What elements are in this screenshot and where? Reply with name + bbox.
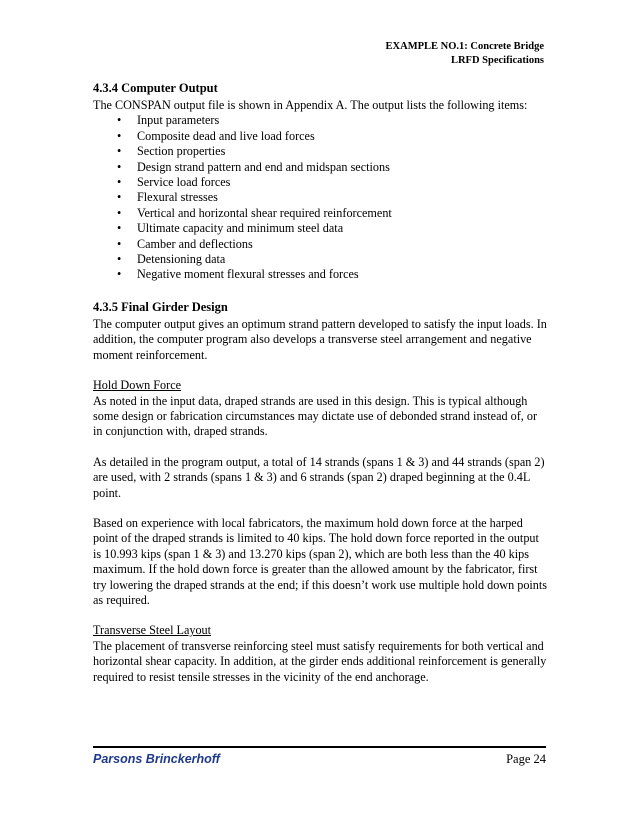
footer-divider [93,746,546,748]
bullet-icon: • [117,221,122,236]
bullet-icon: • [117,190,122,205]
hold-down-paragraph-1: As noted in the input data, draped strands are used in this design. This is typical although some design or fabrication circumstances may dictate use of debonded strand instead of, or in conjunction with, draped strands. [93,393,538,439]
hold-down-paragraph-3: Based on experience with local fabricators, the maximum hold down force at the harped point of the draped strands is limited to 40 kips. The hold down force reported in the output is 10.993 kips (span 1 & 3) and 13.270 kips (span 2), which are both less than the 40 kips maximum. If the hold down force is greater than the allowed amount by the fabricator, first try lowering the draped strands at the end; if this doesn’t work use multiple hold down points as required. [93,515,548,607]
output-list-item [117,144,548,159]
computer-output-intro: The CONSPAN output file is shown in Appendix A. The output lists the following items: [93,98,528,112]
header-subtitle: LRFD Specifications [450,55,544,66]
output-list-item [117,252,548,267]
output-list-item [117,190,548,205]
output-list-item-text: Vertical and horizontal shear required reinforcement [137,205,392,220]
bullet-icon: • [117,267,122,282]
output-list-item [117,236,548,252]
output-items-list [93,113,548,282]
output-list-item-text: Ultimate capacity and minimum steel data [137,221,344,236]
output-list-item [117,205,548,221]
bullet-icon: • [117,252,122,267]
bullet-icon: • [117,175,122,190]
section-heading-final-girder-design: 4.3.5 Final Girder Design [93,299,228,314]
output-list-item-text: Service load forces [137,175,231,190]
output-list-item [117,128,548,144]
output-list-item [117,221,548,236]
bullet-icon: • [117,128,122,143]
output-list-item-text: Negative moment flexural stresses and forces [137,267,359,282]
footer-page-number: Page 24 [506,752,546,766]
bullet-icon: • [117,144,122,159]
output-list-item-text: Flexural stresses [137,190,218,205]
bullet-icon: • [117,159,122,174]
page-header [386,40,544,68]
hold-down-paragraph-2: As detailed in the program output, a total of 14 strands (spans 1 & 3) and 44 strands (span 2) are used, with 2 strands (spans 1 & 3) and 6 strands (span 2) draped beginning at the 0.4L point. [93,454,545,500]
output-list-item [117,159,548,175]
header-title: EXAMPLE NO.1: Concrete Bridge [385,41,544,52]
footer-company: Parsons Brinckerhoff [93,752,220,766]
output-list-item [117,175,548,190]
transverse-steel-paragraph: The placement of transverse reinforcing steel must satisfy requirements for both vertical and horizontal shear capacity. In addition, at the girder ends additional reinforcement is generally required to resist tensile stresses in the vicinity of the end anchorage. [93,638,547,684]
bullet-icon: • [117,205,122,220]
output-list-item [117,113,548,128]
page-content [93,80,548,685]
output-list-item-text: Section properties [137,144,226,159]
output-list-item-text: Detensioning data [137,252,226,267]
subheading-transverse-steel-layout: Transverse Steel Layout [93,623,212,638]
output-list-item-text: Camber and deflections [137,236,253,251]
output-list-item-text: Composite dead and live load forces [137,128,315,143]
output-list-item-text: Design strand pattern and end and midspan sections [137,159,390,174]
bullet-icon: • [117,236,122,251]
output-list-item [117,267,548,282]
final-girder-intro: The computer output gives an optimum strand pattern developed to satisfy the input loads. In addition, the computer program also develops a transverse steel arrangement and negative moment reinforcement. [93,316,547,362]
bullet-icon: • [117,113,122,128]
section-heading-computer-output: 4.3.4 Computer Output [93,81,218,95]
output-list-item-text: Input parameters [137,113,220,128]
subheading-hold-down-force: Hold Down Force [93,378,182,393]
